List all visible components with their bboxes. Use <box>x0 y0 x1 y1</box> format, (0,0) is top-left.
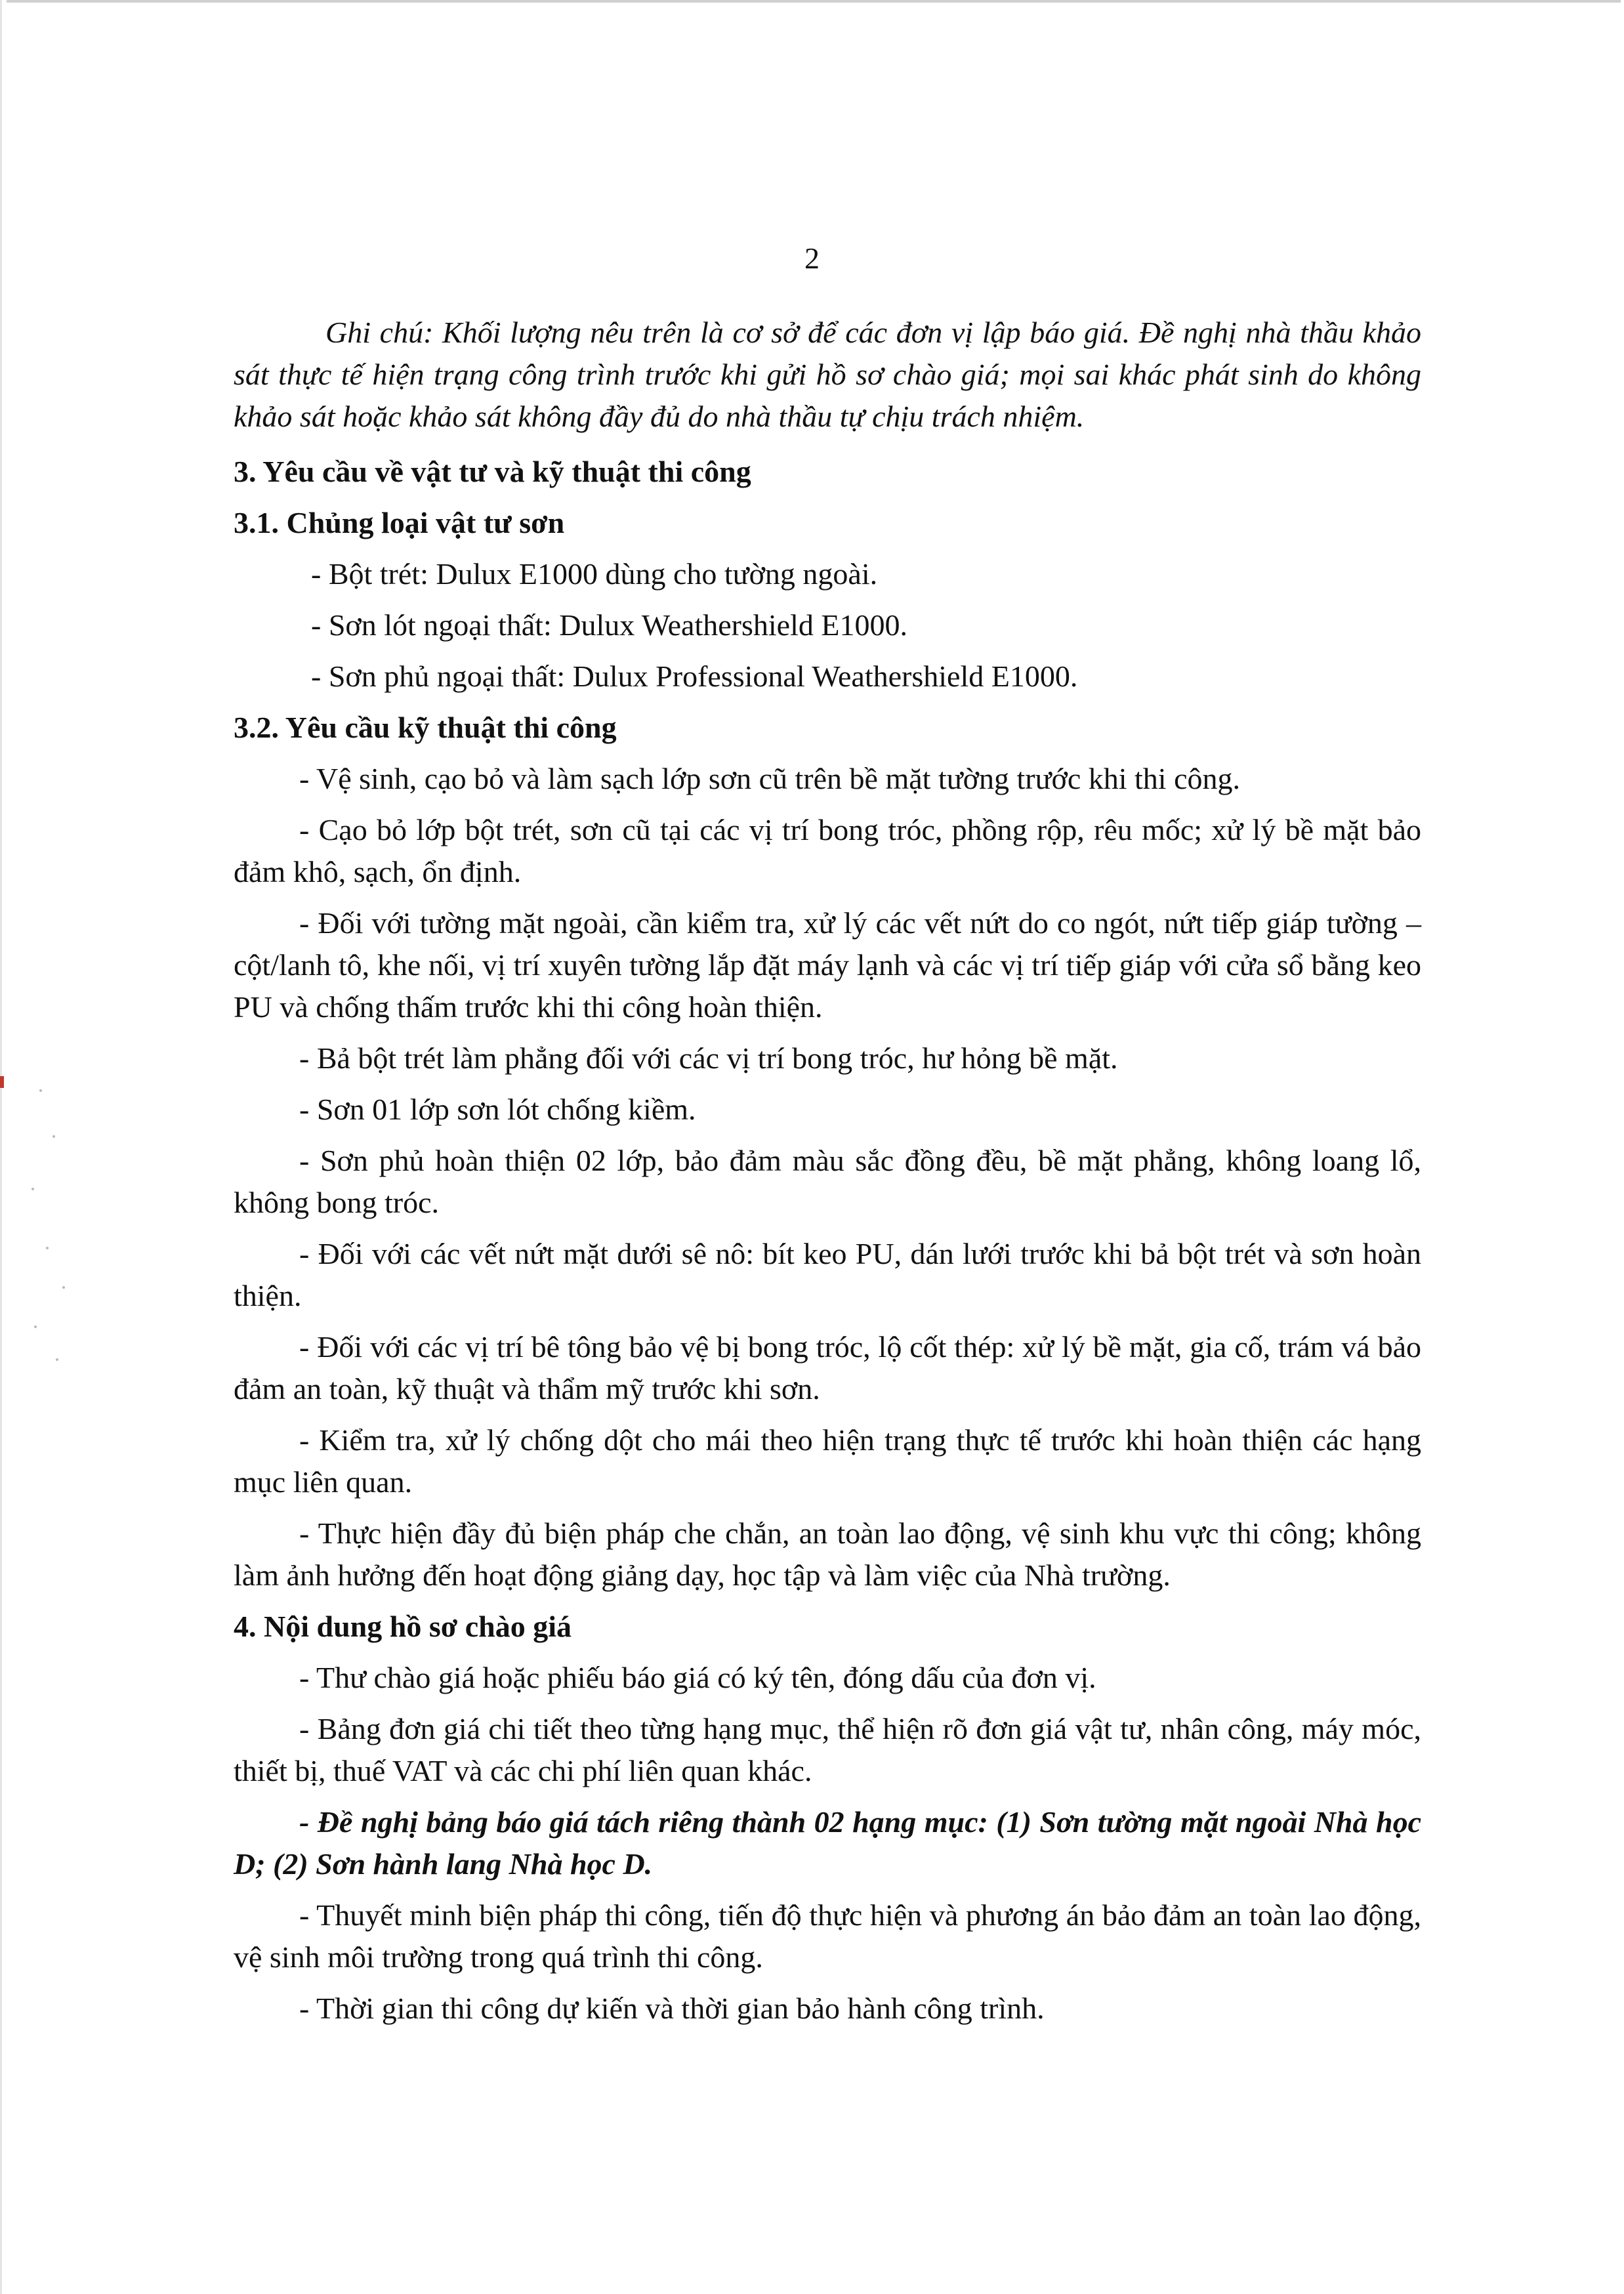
technical-requirement: - Thực hiện đầy đủ biện pháp che chắn, an toàn lao động, vệ sinh khu vực thi công; không làm ảnh hưởng đến hoạt động giảng dạy, học tập và làm việc của Nhà trường. <box>234 1516 1421 1592</box>
note-paragraph: Ghi chú: Khối lượng nêu trên là cơ sở để các đơn vị lập báo giá. Đề nghị nhà thầu khảo sát thực tế hiện trạng công trình trước khi gửi hồ sơ chào giá; mọi sai khác phát sinh do không khảo sát hoặc khảo sát không đầy đủ do nhà thầu tự chịu trách nhiệm. <box>234 316 1421 433</box>
technical-requirement: - Đối với các vết nứt mặt dưới sê nô: bít keo PU, dán lưới trước khi bả bột trét và sơn hoàn thiện. <box>234 1237 1421 1312</box>
scan-red-mark <box>0 1076 4 1088</box>
technical-requirement: - Sơn phủ hoàn thiện 02 lớp, bảo đảm màu sắc đồng đều, bề mặt phẳng, không loang lổ, không bong tróc. <box>234 1144 1421 1219</box>
technical-requirement: - Đối với tường mặt ngoài, cần kiểm tra, xử lý các vết nứt do co ngót, nứt tiếp giáp tường – cột/lanh tô, khe nối, vị trí xuyên tường lắp đặt máy lạnh và các vị trí tiếp giáp với cửa sổ bằng keo PU và chống thấm trước khi thi công hoàn thiện. <box>234 906 1421 1024</box>
scan-top-border <box>7 0 1621 3</box>
section-3-heading: 3. Yêu cầu về vật tư và kỹ thuật thi công <box>234 455 751 488</box>
section-3-1-heading: 3.1. Chủng loại vật tư sơn <box>234 506 565 539</box>
material-item: - Sơn phủ ngoại thất: Dulux Professional Weathershield E1000. <box>311 659 1078 693</box>
bid-content-item: - Thư chào giá hoặc phiếu báo giá có ký tên, đóng dấu của đơn vị. <box>299 1661 1096 1694</box>
material-item: - Sơn lót ngoại thất: Dulux Weathershield E1000. <box>311 608 907 642</box>
document-body <box>234 312 1421 2030</box>
technical-requirement: - Bả bột trét làm phẳng đối với các vị trí bong tróc, hư hỏng bề mặt. <box>299 1041 1118 1075</box>
bid-content-item: - Bảng đơn giá chi tiết theo từng hạng mục, thể hiện rõ đơn giá vật tư, nhân công, máy móc, thiết bị, thuế VAT và các chi phí liên quan khác. <box>234 1712 1421 1787</box>
section-3-2-heading: 3.2. Yêu cầu kỹ thuật thi công <box>234 711 617 744</box>
technical-requirement: - Cạo bỏ lớp bột trét, sơn cũ tại các vị trí bong tróc, phồng rộp, rêu mốc; xử lý bề mặt bảo đảm khô, sạch, ổn định. <box>234 813 1421 888</box>
scan-left-border <box>0 0 2 2294</box>
bid-content-item-emphasized: - Đề nghị bảng báo giá tách riêng thành 02 hạng mục: (1) Sơn tường mặt ngoài Nhà học D; (2) Sơn hành lang Nhà học D. <box>234 1805 1421 1881</box>
technical-requirement: - Vệ sinh, cạo bỏ và làm sạch lớp sơn cũ trên bề mặt tường trước khi thi công. <box>299 762 1240 795</box>
technical-requirement: - Sơn 01 lớp sơn lót chống kiềm. <box>299 1093 696 1126</box>
technical-requirement: - Đối với các vị trí bê tông bảo vệ bị bong tróc, lộ cốt thép: xử lý bề mặt, gia cố, trám vá bảo đảm an toàn, kỹ thuật và thẩm mỹ trước khi sơn. <box>234 1330 1421 1406</box>
bid-content-item: - Thuyết minh biện pháp thi công, tiến độ thực hiện và phương án bảo đảm an toàn lao động, vệ sinh môi trường trong quá trình thi công. <box>234 1898 1421 1974</box>
material-item: - Bột trét: Dulux E1000 dùng cho tường ngoài. <box>311 557 878 591</box>
bid-content-item: - Thời gian thi công dự kiến và thời gian bảo hành công trình. <box>299 1992 1045 2025</box>
page-number: 2 <box>804 241 820 275</box>
technical-requirement: - Kiểm tra, xử lý chống dột cho mái theo hiện trạng thực tế trước khi hoàn thiện các hạng mục liên quan. <box>234 1423 1421 1499</box>
section-4-heading: 4. Nội dung hồ sơ chào giá <box>234 1610 572 1643</box>
